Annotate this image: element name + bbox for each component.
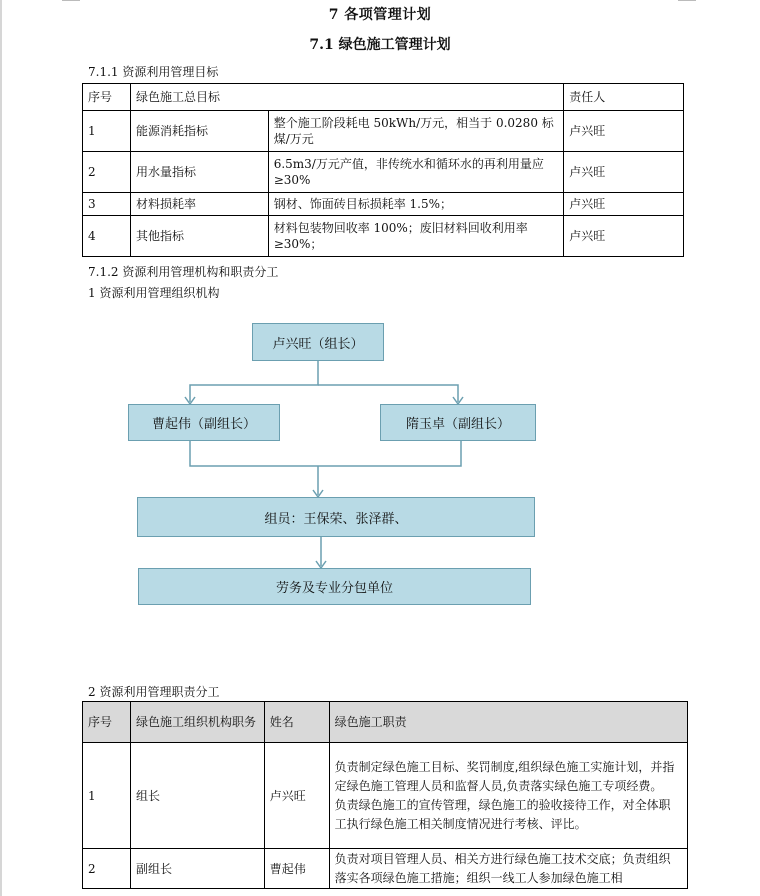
header-owner: 责任人	[564, 84, 684, 111]
heading-main: 7 各项管理计划	[328, 7, 432, 23]
connector-deputies	[190, 441, 461, 466]
duty-paragraph: 负责制定绿色施工目标、奖罚制度,组织绿色施工实施计划，并指定绿色施工管理人员和监督人员,负责落实绿色施工专项经费。	[334, 759, 675, 793]
cell-no: 1	[83, 743, 131, 849]
cell-desc: 材料包装物回收率 100%；废旧材料回收利用率≥30%；	[268, 216, 564, 257]
cell-role: 副组长	[130, 849, 264, 889]
cell-owner: 卢兴旺	[564, 193, 684, 216]
cell-name: 能源消耗指标	[130, 111, 268, 152]
header-duty: 绿色施工职责	[329, 702, 687, 743]
heading-sub: 7.1 绿色施工管理计划	[309, 37, 451, 53]
table-row	[83, 849, 688, 889]
cell-name: 曹起伟	[264, 849, 329, 889]
connector-leader-deputy2	[318, 385, 458, 402]
cell-name: 其他指标	[130, 216, 268, 257]
org-members-box: 组员：王保荣、张泽群、	[137, 497, 535, 537]
cell-name: 卢兴旺	[264, 743, 329, 849]
header-role: 绿色施工组织机构职务	[130, 702, 264, 743]
cell-desc: 整个施工阶段耗电 50kWh/万元，相当于 0.0280 标煤/万元	[268, 111, 564, 152]
cell-duty	[329, 743, 687, 849]
cell-no: 2	[83, 849, 131, 889]
table-header-row	[83, 702, 688, 743]
cell-role: 组长	[130, 743, 264, 849]
header-goal: 绿色施工总目标	[130, 84, 563, 111]
section-7-1-1: 7.1.1 资源利用管理目标	[88, 65, 219, 79]
cell-no: 3	[83, 193, 131, 216]
cell-no: 1	[83, 111, 131, 152]
cell-no: 2	[83, 152, 131, 193]
org-subcontract-box: 劳务及专业分包单位	[138, 568, 531, 605]
table-row	[83, 743, 688, 849]
header-name: 姓名	[264, 702, 329, 743]
header-no: 序号	[83, 84, 131, 111]
cell-owner: 卢兴旺	[564, 152, 684, 193]
duty-table	[82, 701, 688, 889]
org-leader-box: 卢兴旺（组长）	[252, 323, 384, 361]
section-7-1-2: 7.1.2 资源利用管理机构和职责分工	[88, 265, 279, 279]
cell-owner: 卢兴旺	[564, 216, 684, 257]
subheading-org: 1 资源利用管理组织机构	[88, 286, 220, 300]
cell-name: 材料损耗率	[130, 193, 268, 216]
cell-owner: 卢兴旺	[564, 111, 684, 152]
cell-desc: 钢材、饰面砖目标损耗率 1.5%；	[268, 193, 564, 216]
header-no: 序号	[83, 702, 131, 743]
duty-paragraph: 负责绿色施工的宣传管理，绿色施工的验收接待工作，对全体职工执行绿色施工相关制度情况进行考核、评比。	[334, 797, 671, 831]
org-deputy2-box: 隋玉卓（副组长）	[380, 404, 536, 441]
cell-no: 4	[83, 216, 131, 257]
cell-name: 用水量指标	[130, 152, 268, 193]
cell-desc: 6.5m3/万元产值，非传统水和循环水的再利用量应≥30%	[268, 152, 564, 193]
org-deputy1-box: 曹起伟（副组长）	[128, 404, 280, 441]
connector-leader-deputy1	[190, 361, 318, 402]
subheading-duties: 2 资源利用管理职责分工	[88, 685, 220, 699]
cell-duty: 负责对项目管理人员、相关方进行绿色施工技术交底；负责组织落实各项绿色施工措施；组织一线工人参加绿色施工相	[329, 849, 687, 889]
